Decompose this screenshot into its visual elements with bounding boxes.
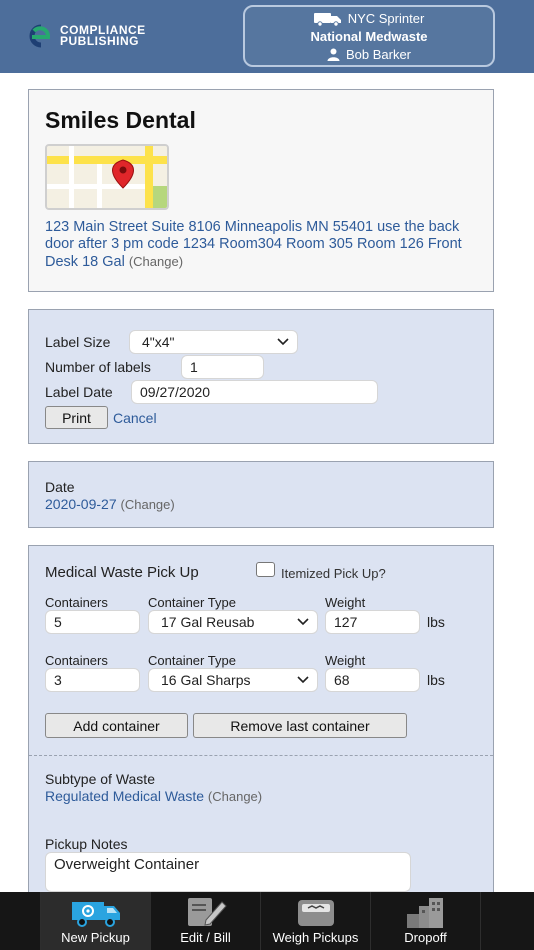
change-date-link[interactable]: (Change) <box>120 497 175 512</box>
container-type-select[interactable] <box>148 668 318 692</box>
tab-dropoff[interactable] <box>371 892 481 950</box>
label-size-label: Label Size <box>45 334 111 350</box>
containers-input[interactable] <box>45 668 140 692</box>
weight-header: Weight <box>325 653 366 668</box>
containers-input[interactable] <box>45 610 140 634</box>
chevron-down-icon <box>297 676 309 684</box>
scale-icon <box>292 896 340 928</box>
weight-value: 127 <box>334 614 358 630</box>
weight-input[interactable] <box>325 610 420 634</box>
customer-address <box>45 219 475 271</box>
edit-pencil-icon <box>184 896 228 928</box>
cancel-link[interactable]: Cancel <box>113 409 157 426</box>
tab-label: Weigh Pickups <box>272 930 359 945</box>
remove-last-container-button[interactable]: Remove last container <box>193 713 407 738</box>
itemized-label: Itemized Pick Up? <box>281 566 386 581</box>
map-pin-icon[interactable] <box>45 144 169 210</box>
app-header <box>0 0 534 73</box>
tab-label: New Pickup <box>61 930 130 945</box>
label-print-panel <box>28 309 494 444</box>
building-icon <box>399 896 453 928</box>
change-subtype-link[interactable]: (Change) <box>207 789 263 804</box>
label-count-label: Number of labels <box>45 359 151 375</box>
user-info-card[interactable] <box>243 5 495 67</box>
date-value: 2020-09-27 <box>45 496 117 512</box>
company-name: National Medwaste <box>310 29 428 44</box>
bottom-tab-bar <box>0 892 534 950</box>
logo-line2: PUBLISHING <box>60 34 140 48</box>
date-title: Date <box>45 479 75 495</box>
truck-icon <box>314 12 342 26</box>
label-count-input[interactable] <box>181 355 264 379</box>
container-type-header: Container Type <box>148 653 236 668</box>
compliance-publishing-logo <box>26 24 196 50</box>
containers-value: 3 <box>54 672 62 688</box>
add-container-button[interactable]: Add container <box>45 713 188 738</box>
weight-header: Weight <box>325 595 366 610</box>
weight-unit: lbs <box>427 672 445 688</box>
date-panel <box>28 461 494 528</box>
customer-panel <box>28 89 494 292</box>
waste-section-title: Medical Waste Pick Up <box>45 564 199 581</box>
itemized-checkbox[interactable] <box>256 562 275 577</box>
tab-weigh-pickups[interactable] <box>261 892 371 950</box>
biohazard-truck-icon <box>70 896 122 928</box>
container-type-select[interactable] <box>148 610 318 634</box>
container-type-value: 16 Gal Sharps <box>161 672 251 688</box>
containers-value: 5 <box>54 614 62 630</box>
subtype-title: Subtype of Waste <box>45 771 155 787</box>
weight-unit: lbs <box>427 614 445 630</box>
change-address-link[interactable]: (Change) <box>128 254 184 269</box>
tab-label: Dropoff <box>404 930 447 945</box>
logo-mark-icon <box>26 24 58 48</box>
label-date-label: Label Date <box>45 384 113 400</box>
tab-spacer-right <box>481 892 534 950</box>
weight-input[interactable] <box>325 668 420 692</box>
section-divider <box>29 755 493 756</box>
label-size-value: 4"x4" <box>142 334 175 350</box>
containers-header: Containers <box>45 595 108 610</box>
customer-name: Smiles Dental <box>45 107 196 133</box>
label-count-value: 1 <box>190 359 198 375</box>
pickup-notes-title: Pickup Notes <box>45 836 128 852</box>
logo-line1: COMPLIANCE <box>60 23 146 37</box>
subtype-row <box>45 788 262 804</box>
driver-name: Bob Barker <box>345 47 412 62</box>
chevron-down-icon <box>277 338 289 346</box>
pickup-notes-value: Overweight Container <box>54 856 200 873</box>
chevron-down-icon <box>297 618 309 626</box>
medical-waste-panel <box>28 545 494 905</box>
subtype-value: Regulated Medical Waste <box>45 788 205 804</box>
vehicle-name: NYC Sprinter <box>347 11 425 26</box>
containers-header: Containers <box>45 653 108 668</box>
address-text: 123 Main Street Suite 8106 Minneapolis MN 55401 use the back door after 3 pm code 1234 Room304 Room 305 Room 126 Front Desk 18 Gal <box>45 219 462 270</box>
label-date-input[interactable] <box>131 380 378 404</box>
tab-label: Edit / Bill <box>180 930 231 945</box>
pickup-notes-textarea[interactable] <box>45 852 411 892</box>
tab-edit-bill[interactable] <box>151 892 261 950</box>
weight-value: 68 <box>334 672 350 688</box>
tab-spacer-left <box>0 892 41 950</box>
tab-new-pickup[interactable] <box>41 892 151 950</box>
label-size-select[interactable] <box>129 330 298 354</box>
print-button[interactable]: Print <box>45 406 108 429</box>
date-value-row <box>45 496 175 512</box>
user-icon <box>327 48 340 61</box>
label-date-value: 09/27/2020 <box>140 384 211 400</box>
container-type-value: 17 Gal Reusab <box>161 614 255 630</box>
container-type-header: Container Type <box>148 595 236 610</box>
